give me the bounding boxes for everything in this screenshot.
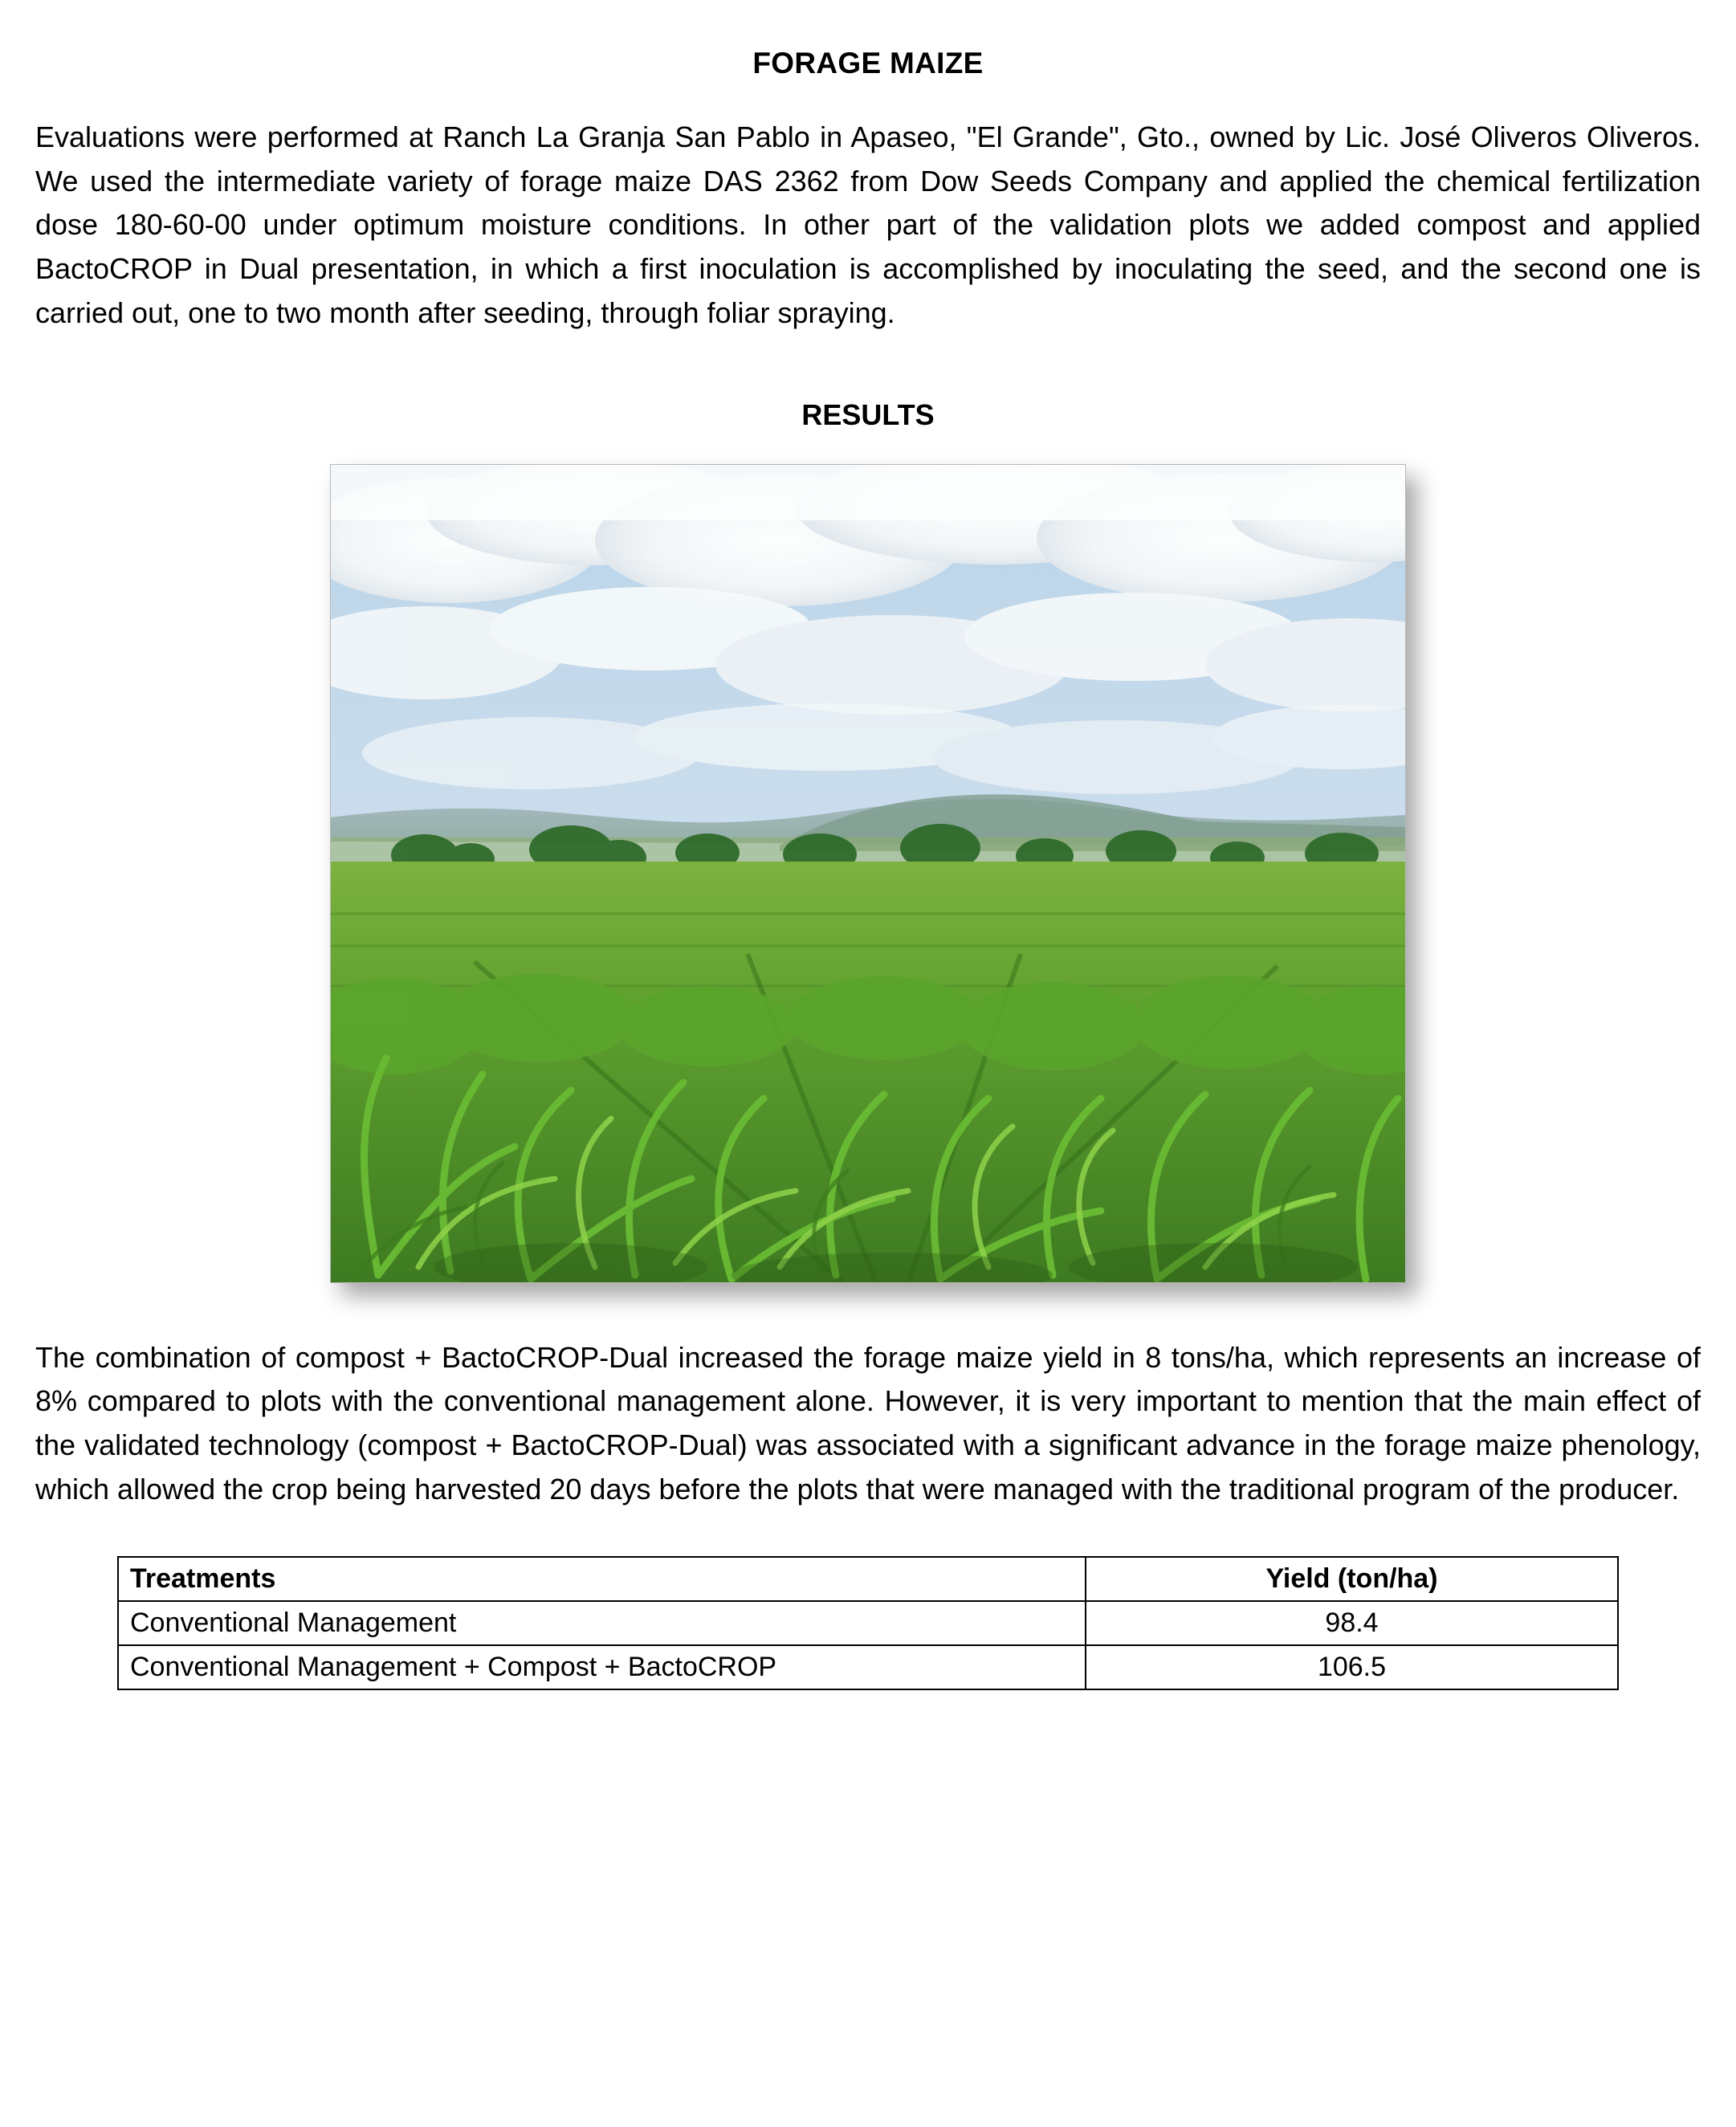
page-title: FORAGE MAIZE [752, 47, 984, 79]
table-row [118, 1645, 1618, 1689]
photo-shadow-wrapper [330, 464, 1406, 1283]
intro-paragraph: Evaluations were performed at Ranch La Granja San Pablo in Apaseo, "El Grande", Gto., owned by Lic. José Oliveros Oliveros. We used the intermediate variety of forage maize DAS 2362 from Dow Seeds Company and applied the chemical fertilization dose 180-60-00 under optimum moisture conditions. In other part of the validation plots we added compost and applied BactoCROP in Dual presentation, in which a first inoculation is accomplished by inoculating the seed, and the second one is carried out, one to two month after seeding, through foliar spraying. [35, 120, 1701, 329]
table-header-row [118, 1557, 1618, 1601]
table-header-yield: Yield (ton/ha) [1086, 1557, 1618, 1601]
figure-container [35, 464, 1701, 1283]
table-cell-yield: 106.5 [1086, 1645, 1618, 1689]
results-table [117, 1556, 1619, 1690]
table-cell-treatment: Conventional Management [118, 1601, 1086, 1645]
table-row [118, 1601, 1618, 1645]
maize-field-photo [330, 464, 1406, 1283]
results-paragraph: The combination of compost + BactoCROP-Dual increased the forage maize yield in 8 tons/ha, which represents an increase of 8% compared to plots with the conventional management alone. However, it is very important to mention that the main effect of the validated technology (compost + BactoCROP-Dual) was associated with a significant advance in the forage maize phenology, which allowed the crop being harvested 20 days before the plots that were managed with the traditional program of the producer. [35, 1340, 1701, 1506]
results-heading: RESULTS [801, 397, 935, 431]
spacer [35, 1299, 1701, 1336]
table-cell-yield: 98.4 [1086, 1601, 1618, 1645]
table-header-treatments: Treatments [118, 1557, 1086, 1601]
table-cell-treatment: Conventional Management + Compost + BactoCROP [118, 1645, 1086, 1689]
